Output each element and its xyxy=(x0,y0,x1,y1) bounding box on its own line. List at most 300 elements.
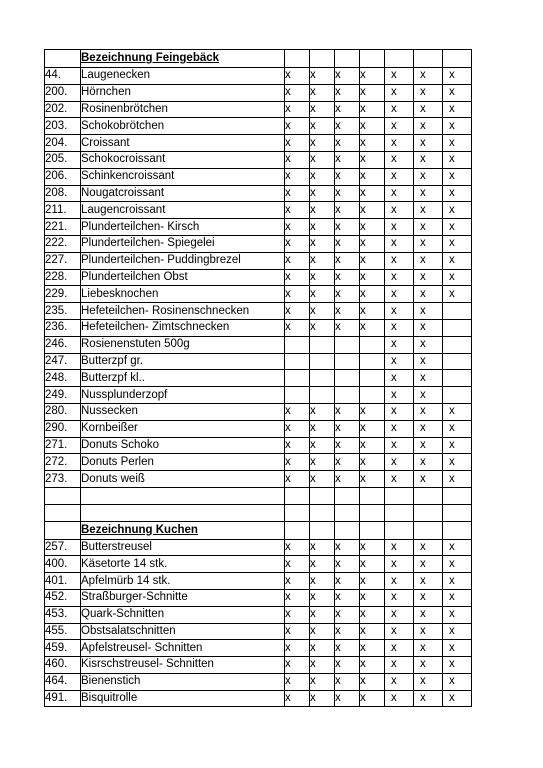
mark-cell: x xyxy=(310,68,335,85)
item-name: Kornbeißer xyxy=(81,420,285,437)
mark-cell: x xyxy=(443,606,472,623)
mark-cell: x xyxy=(360,437,385,454)
item-number: 200. xyxy=(45,84,81,101)
mark-cell: x xyxy=(414,606,443,623)
item-name: Hefeteilchen- Rosinenschnecken xyxy=(81,303,285,320)
mark-cell: x xyxy=(335,437,360,454)
mark-cell: x xyxy=(335,454,360,471)
mark-cell xyxy=(443,303,472,320)
mark-cell xyxy=(443,50,472,68)
mark-cell: x xyxy=(443,202,472,219)
item-number: 205. xyxy=(45,151,81,168)
mark-cell: x xyxy=(414,437,443,454)
mark-cell: x xyxy=(414,235,443,252)
mark-cell xyxy=(285,387,310,404)
item-number: 257. xyxy=(45,539,81,556)
mark-cell: x xyxy=(310,606,335,623)
mark-cell: x xyxy=(443,471,472,488)
mark-cell: x xyxy=(385,135,414,152)
table-row xyxy=(45,235,472,252)
item-number: 208. xyxy=(45,185,81,202)
mark-cell: x xyxy=(360,269,385,286)
item-name: Apfelmürb 14 stk. xyxy=(81,573,285,590)
mark-cell: x xyxy=(443,168,472,185)
mark-cell: x xyxy=(360,623,385,640)
table-row xyxy=(45,185,472,202)
mark-cell: x xyxy=(310,168,335,185)
item-number: 455. xyxy=(45,623,81,640)
mark-cell: x xyxy=(385,403,414,420)
mark-cell: x xyxy=(335,319,360,336)
mark-cell: x xyxy=(360,286,385,303)
mark-cell: x xyxy=(443,286,472,303)
item-number: 228. xyxy=(45,269,81,286)
mark-cell: x xyxy=(360,303,385,320)
mark-cell: x xyxy=(285,101,310,118)
table-row xyxy=(45,539,472,556)
mark-cell: x xyxy=(310,471,335,488)
mark-cell: x xyxy=(414,219,443,236)
mark-cell: x xyxy=(335,539,360,556)
item-number: 453. xyxy=(45,606,81,623)
item-number: 221. xyxy=(45,219,81,236)
mark-cell: x xyxy=(360,606,385,623)
mark-cell: x xyxy=(360,403,385,420)
mark-cell: x xyxy=(310,101,335,118)
mark-cell: x xyxy=(385,387,414,404)
spacer-row xyxy=(45,504,472,521)
table-row xyxy=(45,202,472,219)
mark-cell: x xyxy=(385,690,414,707)
item-name: Nussecken xyxy=(81,403,285,420)
mark-cell: x xyxy=(360,185,385,202)
mark-cell: x xyxy=(385,151,414,168)
item-number: 236. xyxy=(45,319,81,336)
table-row xyxy=(45,84,472,101)
mark-cell: x xyxy=(285,454,310,471)
mark-cell xyxy=(414,50,443,68)
item-name: Croissant xyxy=(81,135,285,152)
mark-cell: x xyxy=(414,370,443,387)
mark-cell xyxy=(360,504,385,521)
mark-cell: x xyxy=(385,539,414,556)
mark-cell: x xyxy=(310,319,335,336)
mark-cell: x xyxy=(414,640,443,657)
mark-cell: x xyxy=(335,168,360,185)
mark-cell xyxy=(385,50,414,68)
mark-cell: x xyxy=(443,640,472,657)
mark-cell: x xyxy=(385,336,414,353)
mark-cell xyxy=(360,336,385,353)
mark-cell: x xyxy=(385,623,414,640)
mark-cell: x xyxy=(385,353,414,370)
mark-cell: x xyxy=(310,437,335,454)
item-number: 235. xyxy=(45,303,81,320)
mark-cell: x xyxy=(385,437,414,454)
mark-cell: x xyxy=(335,135,360,152)
mark-cell: x xyxy=(285,202,310,219)
mark-cell xyxy=(310,504,335,521)
item-name: Käsetorte 14 stk. xyxy=(81,556,285,573)
mark-cell: x xyxy=(335,303,360,320)
mark-cell: x xyxy=(285,269,310,286)
mark-cell: x xyxy=(385,606,414,623)
item-name: Schokobrötchen xyxy=(81,118,285,135)
mark-cell xyxy=(285,521,310,539)
mark-cell: x xyxy=(443,185,472,202)
table-row xyxy=(45,219,472,236)
mark-cell: x xyxy=(310,202,335,219)
mark-cell: x xyxy=(335,202,360,219)
mark-cell: x xyxy=(414,269,443,286)
mark-cell: x xyxy=(310,640,335,657)
mark-cell: x xyxy=(385,420,414,437)
mark-cell xyxy=(414,504,443,521)
mark-cell: x xyxy=(310,135,335,152)
item-name: Rosienenstuten 500g xyxy=(81,336,285,353)
mark-cell xyxy=(443,504,472,521)
mark-cell: x xyxy=(443,657,472,674)
item-number: 401. xyxy=(45,573,81,590)
table-row xyxy=(45,573,472,590)
mark-cell: x xyxy=(414,657,443,674)
mark-cell: x xyxy=(443,690,472,707)
mark-cell xyxy=(443,521,472,539)
mark-cell: x xyxy=(335,68,360,85)
mark-cell: x xyxy=(285,606,310,623)
item-number: 211. xyxy=(45,202,81,219)
table-row xyxy=(45,269,472,286)
mark-cell: x xyxy=(310,556,335,573)
mark-cell: x xyxy=(385,589,414,606)
section-header-row xyxy=(45,521,472,539)
item-number: 246. xyxy=(45,336,81,353)
mark-cell: x xyxy=(385,101,414,118)
table-row xyxy=(45,556,472,573)
table-row xyxy=(45,151,472,168)
mark-cell: x xyxy=(385,471,414,488)
mark-cell: x xyxy=(385,657,414,674)
number-cell xyxy=(45,487,81,504)
mark-cell: x xyxy=(310,420,335,437)
mark-cell: x xyxy=(443,252,472,269)
mark-cell: x xyxy=(385,640,414,657)
item-name: Plunderteilchen Obst xyxy=(81,269,285,286)
mark-cell: x xyxy=(414,319,443,336)
item-name: Plunderteilchen- Spiegelei xyxy=(81,235,285,252)
mark-cell xyxy=(335,487,360,504)
mark-cell: x xyxy=(385,68,414,85)
mark-cell xyxy=(360,353,385,370)
mark-cell: x xyxy=(310,673,335,690)
mark-cell: x xyxy=(385,573,414,590)
item-name: Bienenstich xyxy=(81,673,285,690)
mark-cell: x xyxy=(414,202,443,219)
mark-cell xyxy=(360,370,385,387)
mark-cell xyxy=(443,353,472,370)
mark-cell: x xyxy=(310,219,335,236)
mark-cell: x xyxy=(335,471,360,488)
mark-cell: x xyxy=(360,319,385,336)
section-heading: Bezeichnung Feingebäck xyxy=(81,50,285,68)
mark-cell: x xyxy=(335,573,360,590)
mark-cell: x xyxy=(443,101,472,118)
item-number: 44. xyxy=(45,68,81,85)
mark-cell: x xyxy=(335,420,360,437)
mark-cell xyxy=(310,50,335,68)
mark-cell: x xyxy=(414,420,443,437)
mark-cell: x xyxy=(285,135,310,152)
mark-cell: x xyxy=(385,168,414,185)
mark-cell: x xyxy=(443,269,472,286)
mark-cell: x xyxy=(335,673,360,690)
table-row xyxy=(45,437,472,454)
mark-cell: x xyxy=(310,623,335,640)
item-number: 400. xyxy=(45,556,81,573)
item-name: Laugencroissant xyxy=(81,202,285,219)
item-number: 272. xyxy=(45,454,81,471)
item-name: Kisrschstreusel- Schnitten xyxy=(81,657,285,674)
table-row xyxy=(45,319,472,336)
item-number: 290. xyxy=(45,420,81,437)
mark-cell: x xyxy=(335,690,360,707)
mark-cell: x xyxy=(310,151,335,168)
mark-cell: x xyxy=(360,420,385,437)
mark-cell: x xyxy=(414,168,443,185)
mark-cell: x xyxy=(360,135,385,152)
mark-cell xyxy=(360,487,385,504)
mark-cell: x xyxy=(285,690,310,707)
mark-cell: x xyxy=(335,101,360,118)
mark-cell xyxy=(285,370,310,387)
mark-cell xyxy=(285,487,310,504)
mark-cell: x xyxy=(385,303,414,320)
mark-cell xyxy=(335,370,360,387)
mark-cell: x xyxy=(360,101,385,118)
mark-cell: x xyxy=(335,640,360,657)
mark-cell xyxy=(310,521,335,539)
mark-cell: x xyxy=(360,235,385,252)
mark-cell xyxy=(335,353,360,370)
mark-cell xyxy=(385,487,414,504)
table-row xyxy=(45,286,472,303)
mark-cell: x xyxy=(310,690,335,707)
mark-cell: x xyxy=(335,84,360,101)
table-row xyxy=(45,101,472,118)
mark-cell: x xyxy=(414,573,443,590)
mark-cell: x xyxy=(310,454,335,471)
mark-cell: x xyxy=(385,118,414,135)
mark-cell: x xyxy=(335,219,360,236)
mark-cell: x xyxy=(335,269,360,286)
mark-cell xyxy=(335,336,360,353)
table-row xyxy=(45,623,472,640)
mark-cell: x xyxy=(414,471,443,488)
item-number: 202. xyxy=(45,101,81,118)
mark-cell: x xyxy=(414,387,443,404)
mark-cell xyxy=(285,50,310,68)
mark-cell: x xyxy=(360,539,385,556)
mark-cell: x xyxy=(414,101,443,118)
mark-cell: x xyxy=(335,185,360,202)
mark-cell: x xyxy=(414,286,443,303)
mark-cell: x xyxy=(414,336,443,353)
item-name: Donuts weiß xyxy=(81,471,285,488)
mark-cell: x xyxy=(443,623,472,640)
table-row xyxy=(45,606,472,623)
mark-cell xyxy=(360,387,385,404)
mark-cell: x xyxy=(360,84,385,101)
item-number: 491. xyxy=(45,690,81,707)
mark-cell: x xyxy=(310,286,335,303)
mark-cell: x xyxy=(285,151,310,168)
table-row xyxy=(45,353,472,370)
mark-cell: x xyxy=(335,403,360,420)
mark-cell: x xyxy=(385,202,414,219)
item-name: Schokocroissant xyxy=(81,151,285,168)
mark-cell: x xyxy=(285,471,310,488)
mark-cell: x xyxy=(285,219,310,236)
item-name: Plunderteilchen- Kirsch xyxy=(81,219,285,236)
mark-cell: x xyxy=(285,556,310,573)
mark-cell: x xyxy=(285,235,310,252)
mark-cell: x xyxy=(310,589,335,606)
mark-cell xyxy=(443,487,472,504)
mark-cell: x xyxy=(335,235,360,252)
item-name: Donuts Perlen xyxy=(81,454,285,471)
spacer-row xyxy=(45,487,472,504)
mark-cell: x xyxy=(385,84,414,101)
mark-cell: x xyxy=(443,219,472,236)
item-name: Nussplunderzopf xyxy=(81,387,285,404)
mark-cell: x xyxy=(335,151,360,168)
item-name: Rosinenbrötchen xyxy=(81,101,285,118)
mark-cell: x xyxy=(360,690,385,707)
mark-cell: x xyxy=(360,640,385,657)
mark-cell: x xyxy=(414,84,443,101)
item-number: 460. xyxy=(45,657,81,674)
table-row xyxy=(45,168,472,185)
table-row xyxy=(45,118,472,135)
table-row xyxy=(45,68,472,85)
mark-cell: x xyxy=(310,118,335,135)
mark-cell xyxy=(385,504,414,521)
item-number: 229. xyxy=(45,286,81,303)
mark-cell: x xyxy=(360,219,385,236)
mark-cell: x xyxy=(414,118,443,135)
mark-cell: x xyxy=(414,673,443,690)
item-number: 464. xyxy=(45,673,81,690)
product-table-body xyxy=(45,50,472,707)
mark-cell xyxy=(285,336,310,353)
item-name: Hefeteilchen- Zimtschnecken xyxy=(81,319,285,336)
mark-cell: x xyxy=(285,640,310,657)
mark-cell: x xyxy=(310,573,335,590)
mark-cell xyxy=(414,521,443,539)
table-row xyxy=(45,420,472,437)
mark-cell: x xyxy=(310,235,335,252)
mark-cell: x xyxy=(285,539,310,556)
mark-cell xyxy=(335,521,360,539)
table-row xyxy=(45,303,472,320)
table-row xyxy=(45,252,472,269)
mark-cell: x xyxy=(360,657,385,674)
mark-cell: x xyxy=(310,403,335,420)
mark-cell: x xyxy=(443,420,472,437)
table-row xyxy=(45,336,472,353)
table-row xyxy=(45,454,472,471)
item-number: 273. xyxy=(45,471,81,488)
mark-cell: x xyxy=(414,353,443,370)
mark-cell: x xyxy=(285,303,310,320)
mark-cell: x xyxy=(385,235,414,252)
mark-cell: x xyxy=(285,673,310,690)
mark-cell xyxy=(310,370,335,387)
mark-cell: x xyxy=(443,235,472,252)
mark-cell: x xyxy=(414,252,443,269)
mark-cell: x xyxy=(335,623,360,640)
mark-cell: x xyxy=(414,556,443,573)
mark-cell: x xyxy=(360,454,385,471)
mark-cell: x xyxy=(285,589,310,606)
item-number: 280. xyxy=(45,403,81,420)
mark-cell: x xyxy=(443,556,472,573)
mark-cell: x xyxy=(310,539,335,556)
item-number: 248. xyxy=(45,370,81,387)
mark-cell: x xyxy=(285,168,310,185)
mark-cell: x xyxy=(335,252,360,269)
mark-cell: x xyxy=(360,673,385,690)
mark-cell xyxy=(443,370,472,387)
mark-cell: x xyxy=(443,118,472,135)
item-number: 452. xyxy=(45,589,81,606)
mark-cell xyxy=(414,487,443,504)
mark-cell: x xyxy=(443,539,472,556)
item-number: 206. xyxy=(45,168,81,185)
mark-cell: x xyxy=(310,84,335,101)
mark-cell: x xyxy=(414,589,443,606)
table-row xyxy=(45,387,472,404)
table-row xyxy=(45,673,472,690)
mark-cell: x xyxy=(443,454,472,471)
mark-cell: x xyxy=(385,252,414,269)
mark-cell: x xyxy=(310,269,335,286)
mark-cell: x xyxy=(385,269,414,286)
table-row xyxy=(45,640,472,657)
mark-cell: x xyxy=(443,151,472,168)
item-name: Bisquitrolle xyxy=(81,690,285,707)
table-row xyxy=(45,690,472,707)
mark-cell: x xyxy=(385,286,414,303)
mark-cell: x xyxy=(360,68,385,85)
mark-cell: x xyxy=(360,252,385,269)
name-cell xyxy=(81,487,285,504)
mark-cell: x xyxy=(360,471,385,488)
table-row xyxy=(45,657,472,674)
mark-cell: x xyxy=(335,118,360,135)
item-number: 249. xyxy=(45,387,81,404)
item-name: Butterzpf kl.. xyxy=(81,370,285,387)
mark-cell: x xyxy=(443,673,472,690)
item-name: Nougatcroissant xyxy=(81,185,285,202)
mark-cell: x xyxy=(360,151,385,168)
mark-cell: x xyxy=(443,437,472,454)
table-row xyxy=(45,135,472,152)
number-cell xyxy=(45,504,81,521)
mark-cell xyxy=(443,336,472,353)
mark-cell: x xyxy=(443,589,472,606)
mark-cell: x xyxy=(360,556,385,573)
